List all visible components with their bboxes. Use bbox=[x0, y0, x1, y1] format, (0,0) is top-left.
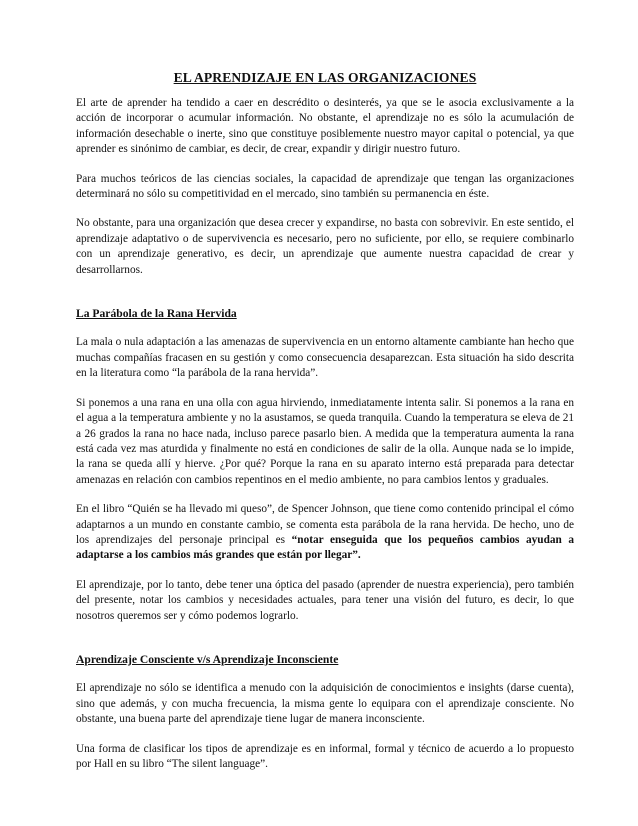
intro-paragraph-3: No obstante, para una organización que desea crecer y expandirse, no basta con sobrevivir. En este sentido, el aprendizaje adaptativo o de supervivencia es necesario, pero no suficiente, por ello, se requiere combinarlo con un aprendizaje generativo, es decir, un aprendizaje que aumente nuestra capacidad de crear y desarrollarnos. bbox=[76, 217, 574, 276]
section1-paragraph-4: El aprendizaje, por lo tanto, debe tener una óptica del pasado (aprender de nuestra experiencia), pero también del presente, notar los cambios y necesidades actuales, para tener una visión del futuro, es decir, lo que nosotros queremos ser y cómo podemos lograrlo. bbox=[76, 578, 574, 622]
section1-paragraph-1: La mala o nula adaptación a las amenazas de supervivencia en un entorno altamente cambiante han hecho que muchas compañías fracasen en su gestión y como consecuencia desaparezcan. Esta situación ha sido descrita en la literatura como “la parábola de la rana hervida”. bbox=[76, 336, 574, 380]
section1-paragraph-2: Si ponemos a una rana en una olla con agua hirviendo, inmediatamente intenta salir. Si ponemos a la rana en el agua a la temperatura ambiente y no la asustamos, se queda tranquila. Cuando la temperatura se eleva de 21 a 26 grados la rana no hace nada, incluso parece pasarlo bien. A medida que la temperatura aumenta la rana está cada vez mas aturdida y finalmente no está en condiciones de salir de la olla. Aunque nada se lo impide, la rana se queda allí y hierve. ¿Por qué? Porque la rana en su aparato interno está preparada para detectar amenazas en relación con cambios repentinos en el medio ambiente, no para cambios lentos y graduales. bbox=[76, 396, 574, 486]
intro-paragraph-1: El arte de aprender ha tendido a caer en descrédito o desinterés, ya que se le asocia exclusivamente a la acción de incorporar o acumular información. No obstante, el aprendizaje no es sólo la acumulación de información desechable o inerte, sino que constituye posiblemente nuestro mayor capital o potencial, ya que aprender es sinónimo de cambiar, es decir, de crear, expandir y dirigir nuestro futuro. bbox=[76, 97, 574, 156]
section2-paragraph-1: El aprendizaje no sólo se identifica a menudo con la adquisición de conocimientos e insights (darse cuenta), sino que además, y con mucha frecuencia, la misma gente lo equipara con el aprendizaje consciente. No obstante, una buena parte del aprendizaje tiene lugar de manera inconsciente. bbox=[76, 682, 574, 726]
section-heading-aprendizaje-consciente: Aprendizaje Consciente v/s Aprendizaje Inconsciente bbox=[76, 652, 339, 666]
intro-paragraph-2: Para muchos teóricos de las ciencias sociales, la capacidad de aprendizaje que tengan las organizaciones determinará no sólo su competitividad en el mercado, sino también su permanencia en éste. bbox=[76, 172, 574, 201]
section-heading-rana-hervida: La Parábola de la Rana Hervida bbox=[76, 307, 237, 321]
section1-bold-quote: “notar enseguida que los pequeños cambios ayudan a adaptarse a los cambios más grandes que están por llegar”. bbox=[76, 533, 574, 562]
section2-paragraph-2: Una forma de clasificar los tipos de aprendizaje es en informal, formal y técnico de acuerdo a lo propuesto por Hall en su libro “The silent language”. bbox=[76, 742, 574, 770]
section1-paragraph-3-text: En el libro “Quién se ha llevado mi queso”, de Spencer Johnson, que tiene como contenido principal el cómo adaptarnos a un mundo en constante cambio, se comenta esta parábola de la rana hervida. De hecho, uno de los aprendizajes del personaje principal es bbox=[76, 503, 574, 546]
document-title: EL APRENDIZAJE EN LAS ORGANIZACIONES bbox=[173, 70, 477, 85]
section1-paragraph-3 bbox=[76, 502, 574, 564]
